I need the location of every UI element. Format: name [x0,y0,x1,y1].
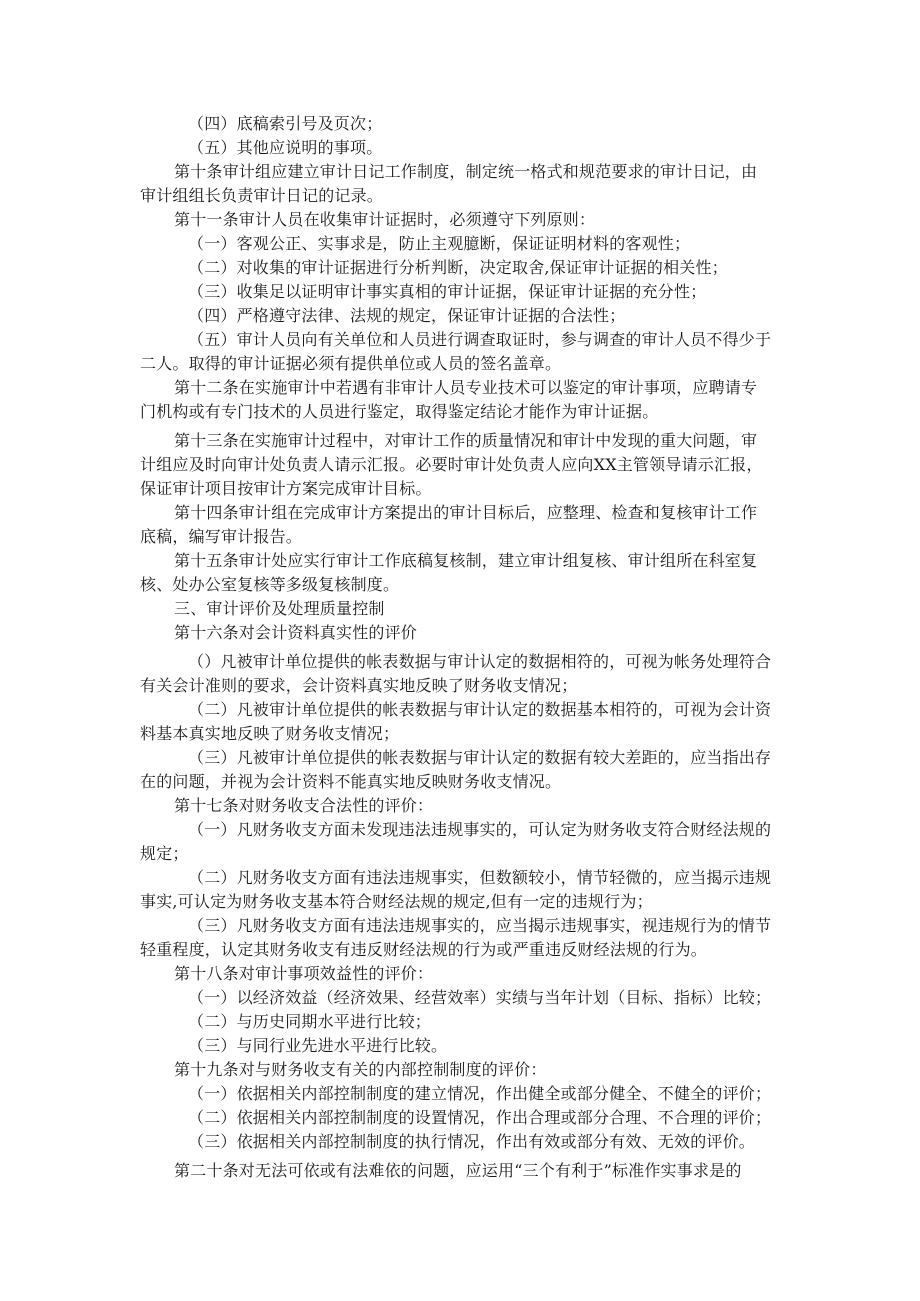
text-line: （三）与同行业先进水平进行比较。 [188,1036,448,1055]
text-line: 计组应及时向审计处负责人请示汇报。必要时审计处负责人应向XX主管领导请示汇报， [140,455,763,474]
text-line: （五）其他应说明的事项。 [188,138,383,157]
text-line: （三）凡财务收支方面有违法违规事实的，应当揭示违规事实，视违规行为的情节 [188,916,772,935]
text-line: 二人。取得的审计证据必须有提供单位或人员的签名盖章。 [140,354,562,373]
text-line: 第十九条对与财务收支有关的内部控制制度的评价： [174,1060,547,1079]
text-line: 有关会计准则的要求，会计资料真实地反映了财务收支情况； [140,676,578,695]
text-line: （二）凡财务收支方面有违法违规事实，但数额较小，情节轻微的，应当揭示违规 [188,868,772,887]
text-line: 第十五条审计处应实行审计工作底稿复核制，建立审计组复核、审计组所在科室复 [174,551,758,570]
text-line: 规定； [140,844,189,863]
text-line: （二）与历史同期水平进行比较； [188,1012,432,1031]
text-line: 在的问题，并视为会计资料不能真实地反映财务收支情况。 [140,772,562,791]
text-line: （四）底稿索引号及页次； [188,114,383,133]
text-line: 第十四条审计组在完成审计方案提出的审计目标后，应整理、检查和复核审计工作 [174,503,758,522]
text-line: （一）依据相关内部控制制度的建立情况，作出健全或部分健全、不健全的评价； [188,1084,772,1103]
text-line: （一）凡财务收支方面未发现违法违规事实的，可认定为财务收支符合财经法规的 [188,820,772,839]
text-line: （三）收集足以证明审计事实真相的审计证据，保证审计证据的充分性； [188,282,707,301]
text-line: （五）审计人员向有关单位和人员进行调查取证时，参与调查的审计人员不得少于 [188,330,772,349]
text-line: 第十七条对财务收支合法性的评价： [174,796,434,815]
text-line: 第十八条对审计事项效益性的评价： [174,964,434,983]
text-line: 核、处办公室复核等多级复核制度。 [140,575,400,594]
text-line: 第十三条在实施审计过程中，对审计工作的质量情况和审计中发现的重大问题，审 [174,431,758,450]
section-heading: 三、审计评价及处理质量控制 [174,599,385,618]
text-line: （三）依据相关内部控制制度的执行情况，作出有效或部分有效、无效的评价。 [188,1132,756,1151]
text-line: 料基本真实地反映了财务收支情况； [140,724,400,743]
text-line: 事实,可认定为财务收支基本符合财经法规的规定,但有一定的违规行为； [140,892,653,911]
text-line: 保证审计项目按审计方案完成审计目标。 [140,479,432,498]
text-line: （二）对收集的审计证据进行分析判断，决定取舍,保证审计证据的相关性； [188,258,728,277]
text-line: 第二十条对无法可依或有法难依的问题，应运用“三个有利于”标准作实事求是的 [174,1161,742,1180]
text-line: 门机构或有专门技术的人员进行鉴定，取得鉴定结论才能作为审计证据。 [140,402,659,421]
text-line: 底稿，编写审计报告。 [140,527,303,546]
text-line: （二）依据相关内部控制制度的设置情况，作出合理或部分合理、不合理的评价； [188,1108,772,1127]
text-line: 轻重程度，认定其财务收支有违反财经法规的行为或严重违反财经法规的行为。 [140,940,708,959]
text-line: 第十六条对会计资料真实性的评价 [174,623,418,642]
text-line: （一）以经济效益（经济效果、经营效率）实绩与当年计划（目标、指标）比较； [188,988,772,1007]
text-line: （三）凡被审计单位提供的帐表数据与审计认定的数据有较大差距的，应当指出存 [188,748,772,767]
text-line: 第十条审计组应建立审计日记工作制度，制定统一格式和规范要求的审计日记，由 [174,162,758,181]
text-line: 第十二条在实施审计中若遇有非审计人员专业技术可以鉴定的审计事项，应聘请专 [174,378,758,397]
text-line: 审计组组长负责审计日记的记录。 [140,186,384,205]
text-line: （）凡被审计单位提供的帐表数据与审计认定的数据相符的，可视为帐务处理符合 [188,652,772,671]
text-line: （二）凡被审计单位提供的帐表数据与审计认定的数据基本相符的，可视为会计资 [188,700,772,719]
text-line: （一）客观公正、实事求是，防止主观臆断，保证证明材料的客观性； [188,234,691,253]
text-line: （四）严格遵守法律、法规的规定，保证审计证据的合法性； [188,306,626,325]
text-line: 第十一条审计人员在收集审计证据时，必须遵守下列原则： [174,210,596,229]
